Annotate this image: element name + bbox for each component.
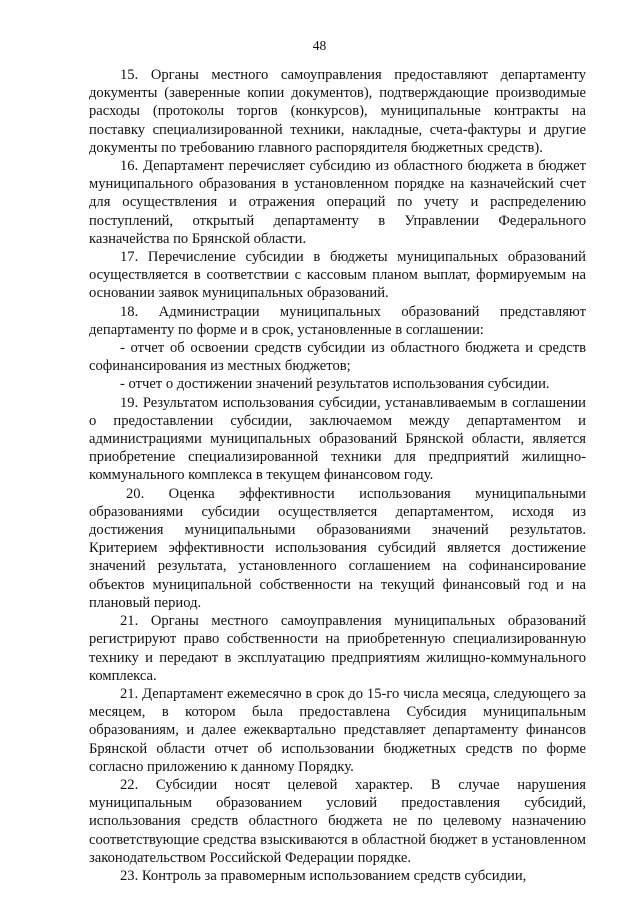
page-number: 48 xyxy=(312,38,327,53)
paragraph-19: 19. Результатом использования субсидии, устанавливаемым в соглашении о предоставлении субсидии, заключаемом между департаментом и администрациями муниципальных образований Брянской области, является приобретение специализированной техники для предприятий жилищно-коммунального комплекса в текущем финансовом году. xyxy=(89,394,586,484)
paragraph-21-registration: 21. Органы местного самоуправления муниципальных образований регистрируют право собственности на приобретенную специализированную технику и передают в эксплуатацию предприятиям жилищно-коммунального комплекса. xyxy=(89,613,586,684)
paragraph-17: 17. Перечисление субсидии в бюджеты муниципальных образований осуществляется в соответствии с кассовым планом выплат, формируемым на основании заявок муниципальных образований. xyxy=(89,249,586,302)
paragraph-23: 23. Контроль за правомерным использованием средств субсидии, xyxy=(120,867,527,884)
paragraph-18-item-2: - отчет о достижении значений результатов использования субсидии. xyxy=(120,376,550,393)
paragraph-21-reporting: 21. Департамент ежемесячно в срок до 15-го числа месяца, следующего за месяцем, в котором была предоставлена Субсидия муниципальным образованиям, и далее ежеквартально представляет департаменту финансов Брянской области отчет об использовании бюджетных средств по форме согласно приложению к данному Порядку. xyxy=(89,685,586,775)
paragraph-20: 20. Оценка эффективности использования муниципальными образованиями субсидии осуществляется департаментом, исходя из достижения муниципальными образованиями значений результатов. Критерием эффективности использования субсидий является достижение значений результата, установленного соглашением на софинансирование объектов муниципальной собственности на текущий финансовый год и на плановый период. xyxy=(89,485,586,611)
document-body xyxy=(89,66,586,885)
paragraph-16: 16. Департамент перечисляет субсидию из областного бюджета в бюджет муниципального образования в установленном порядке на казначейский счет для осуществления и отражения операций по учету и распределению поступлений, открытый департаменту в Управлении Федерального казначейства по Брянской области. xyxy=(89,158,586,247)
paragraph-18-item-1: - отчет об освоении средств субсидии из областного бюджета и средств софинансирования из местных бюджетов; xyxy=(89,340,586,375)
paragraph-15: 15. Органы местного самоуправления предоставляют департаменту документы (заверенные копии документов), подтверждающие производимые расходы (протоколы торгов (конкурсов), муниципальные контракты на поставку специализированной техники, накладные, счета-фактуры и другие документы по требованию главного распорядителя бюджетных средств). xyxy=(89,67,586,156)
paragraph-18: 18. Администрации муниципальных образований представляют департаменту по форме и в срок, установленные в соглашении: xyxy=(89,303,586,338)
paragraph-22: 22. Субсидии носят целевой характер. В случае нарушения муниципальным образованием условий предоставления субсидий, использования средств областного бюджета не по целевому назначению соответствующие средства взыскиваются в областной бюджет в установленном законодательством Российской Федерации порядке. xyxy=(89,776,586,866)
